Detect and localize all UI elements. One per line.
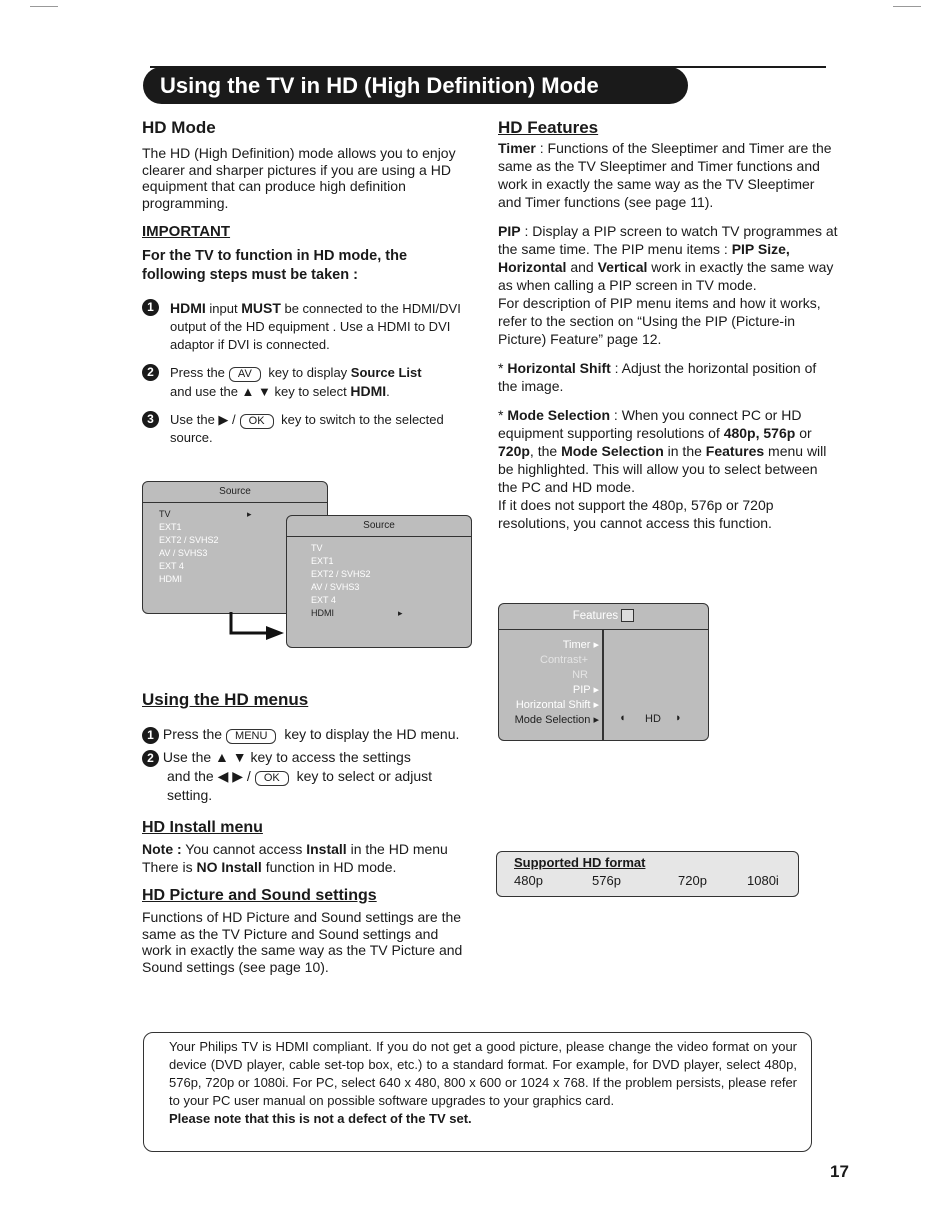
text: If it does not support the 480p, 576p or 720p resolutions, you cannot access this function. [498, 497, 774, 531]
text: Source List [350, 365, 422, 380]
text: : Display a PIP screen to watch TV programmes at the same time. The PIP menu items : [498, 223, 838, 257]
hd-mode-text: The HD (High Definition) mode allows you to enjoy clearer and sharper pictures if you are using a HD equipment that can produce high definition programming. [142, 145, 456, 211]
text: function in HD mode. [261, 859, 397, 875]
format-1080i: 1080i [747, 873, 779, 888]
hdmi-note-box [143, 1032, 812, 1152]
format-720p: 720p [678, 873, 707, 888]
arrow-icon [228, 612, 288, 642]
text: key to display [268, 365, 351, 380]
text: HDMI [170, 300, 206, 316]
text: Note : [142, 841, 182, 857]
text: * [498, 407, 508, 423]
text: Use the ▶ / [170, 412, 236, 427]
left-column-lower [142, 690, 477, 975]
menu-item-mode-selection: Mode Selection ▸ [514, 714, 599, 726]
text: and the ◀ ▶ / [167, 768, 251, 784]
text: Press the [170, 365, 225, 380]
arrow-right-icon: ▸ [398, 608, 403, 618]
install-heading: HD Install menu [142, 819, 263, 836]
crop-mark [30, 6, 58, 7]
text: : Adjust the horizontal position of the image. [498, 360, 817, 394]
menu-item-hdmi [311, 607, 471, 620]
text: Features [705, 443, 765, 459]
step-number: 2 [142, 750, 159, 767]
note-text: Your Philips TV is HDMI compliant. If you do not get a good picture, please change the video format on your device (DVD player, cable set-top box, etc.) to a standard format. For example, for DVD player, select 480p, 576p, 720p or 1080i. For PC, select 640 x 480, 800 x 600 or 1024 x 768. If the problem persists, please refer to your PC user manual on possible software upgrades to your graphics card. [169, 1039, 797, 1108]
text: key to select or adjust setting. [167, 768, 433, 803]
text: and use the ▲ ▼ key to select [170, 384, 351, 399]
important-lead: For the TV to function in HD mode, the following steps must be taken : [142, 248, 408, 283]
text: Timer [498, 140, 536, 156]
menu-item-nr: NR [572, 669, 588, 681]
text: input [205, 301, 242, 316]
hshift-text [498, 359, 838, 395]
av-key: AV [229, 367, 261, 382]
hd-menus-heading: Using the HD menus [142, 690, 309, 709]
step-number: 1 [142, 727, 159, 744]
features-text [498, 139, 838, 532]
crop-mark [893, 6, 921, 7]
text: HDMI [311, 608, 334, 618]
text: Vertical [597, 259, 648, 275]
source-menu-hdmi [286, 515, 472, 648]
note-bold-text: Please note that this is not a defect of the TV set. [169, 1111, 472, 1126]
text: , the [529, 443, 562, 459]
ok-key: OK [255, 771, 289, 786]
menu-item-timer: Timer ▸ [562, 639, 599, 651]
step-number: 3 [142, 411, 159, 428]
text: MUST [241, 300, 281, 316]
text: Timer [562, 639, 591, 651]
text: For description of PIP menu items and how it works, refer to the section on “Using the PIP (Picture-in Picture) Feature” page 12. [498, 295, 821, 347]
text: and [566, 259, 598, 275]
text: Mode Selection [507, 407, 611, 423]
text: Horizontal Shift [507, 360, 611, 376]
left-arrow-icon: ◖ [619, 712, 626, 724]
features-menu [498, 603, 709, 741]
step-1 [142, 299, 472, 354]
text: PIP [498, 223, 521, 239]
menu-title: Features [572, 610, 619, 622]
picsound-heading: HD Picture and Sound settings [142, 887, 377, 904]
text: in the HD menu There is [142, 841, 448, 875]
text: be connected to the HDMI/DVI output of the HD equipment . Use a HDMI to DVI adaptor if DVI is connected. [170, 301, 461, 352]
hd-menus-steps [142, 725, 477, 804]
important-heading: IMPORTANT [142, 223, 231, 240]
text: * [498, 360, 508, 376]
text: PIP Size, Horizontal [498, 241, 790, 275]
menu-item-ext1: EXT1 [159, 522, 182, 532]
text: : Functions of the Sleeptimer and Timer are the same as the TV Sleeptimer and Timer functions and work in exactly the same way as the TV Sleeptimer and Timer functions (see page 11). [498, 140, 832, 210]
step-3 [142, 411, 472, 447]
formats-heading: Supported HD format [514, 855, 646, 870]
step-2 [142, 364, 472, 401]
text: HDMI [350, 383, 387, 399]
menu-item-ext2: EXT2 / SVHS2 [159, 535, 219, 545]
menu-item-hdmi: HDMI [159, 574, 182, 584]
timer-text [498, 139, 838, 211]
left-column-upper [142, 118, 472, 447]
text: PIP [572, 684, 591, 696]
menu-title: Source [143, 482, 327, 503]
hd-features-heading: HD Features [498, 118, 599, 137]
supported-formats-box [496, 851, 799, 897]
right-column [498, 118, 838, 532]
ok-key: OK [240, 414, 274, 429]
text: : When you connect PC or HD equipment supporting resolutions of [498, 407, 802, 441]
menu-item-av: AV / SVHS3 [159, 548, 208, 558]
text: 720p [498, 443, 530, 459]
text: work in exactly the same way as when calling a PIP screen in TV mode. [498, 259, 834, 293]
arrow-right-icon: ▸ [247, 509, 252, 519]
step-number: 2 [142, 364, 159, 381]
install-text [142, 840, 474, 876]
text: . [386, 384, 390, 399]
text: Mode Selection [514, 714, 591, 726]
text: Press the [162, 726, 223, 742]
menu-item-hshift: Horizontal Shift ▸ [515, 699, 599, 711]
text: or [795, 425, 812, 441]
menu-title: Source [287, 516, 471, 537]
hd-mode-heading: HD Mode [142, 118, 216, 137]
features-icon [621, 609, 634, 622]
menu-item-contrast: Contrast+ [540, 654, 588, 666]
format-576p: 576p [592, 873, 621, 888]
text: 480p, 576p [723, 425, 796, 441]
text: Use the ▲ ▼ key to access the settings [162, 749, 411, 765]
menu-key: MENU [226, 729, 276, 744]
text: menu will be highlighted. This will allow you to select between the PC and HD mode. [498, 443, 827, 495]
text: key to switch to the selected source. [170, 412, 444, 445]
right-arrow-icon: ◗ [675, 712, 682, 724]
menu-divider [602, 629, 604, 740]
menu-item-av: AV / SVHS3 [311, 582, 360, 592]
step-number: 1 [142, 299, 159, 316]
format-480p: 480p [514, 873, 543, 888]
menu-item-tv: TV [311, 543, 323, 553]
mode-value: HD [645, 713, 661, 725]
page-title: Using the TV in HD (High Definition) Mode [143, 67, 688, 104]
page-number: 17 [830, 1162, 849, 1181]
mode-selection-text [498, 406, 838, 532]
pip-text [498, 222, 838, 348]
text: Mode Selection [561, 443, 664, 459]
menu-item-ext4: EXT 4 [311, 595, 336, 605]
text: key to display the HD menu. [284, 726, 460, 742]
menu-item-ext4: EXT 4 [159, 561, 184, 571]
text: Horizontal Shift [515, 699, 591, 711]
menu-item-pip: PIP ▸ [572, 684, 599, 696]
text: Install [306, 841, 347, 857]
text: You cannot access [181, 841, 307, 857]
text: in the [663, 443, 706, 459]
menu-item-ext1: EXT1 [311, 556, 334, 566]
text: NO Install [196, 859, 262, 875]
menu-item-ext2: EXT2 / SVHS2 [311, 569, 371, 579]
text: TV [159, 509, 171, 519]
picsound-text: Functions of HD Picture and Sound settings are the same as the TV Picture and Sound settings and work in exactly the same way as the TV Picture and Sound settings (see page 10). [142, 909, 463, 975]
